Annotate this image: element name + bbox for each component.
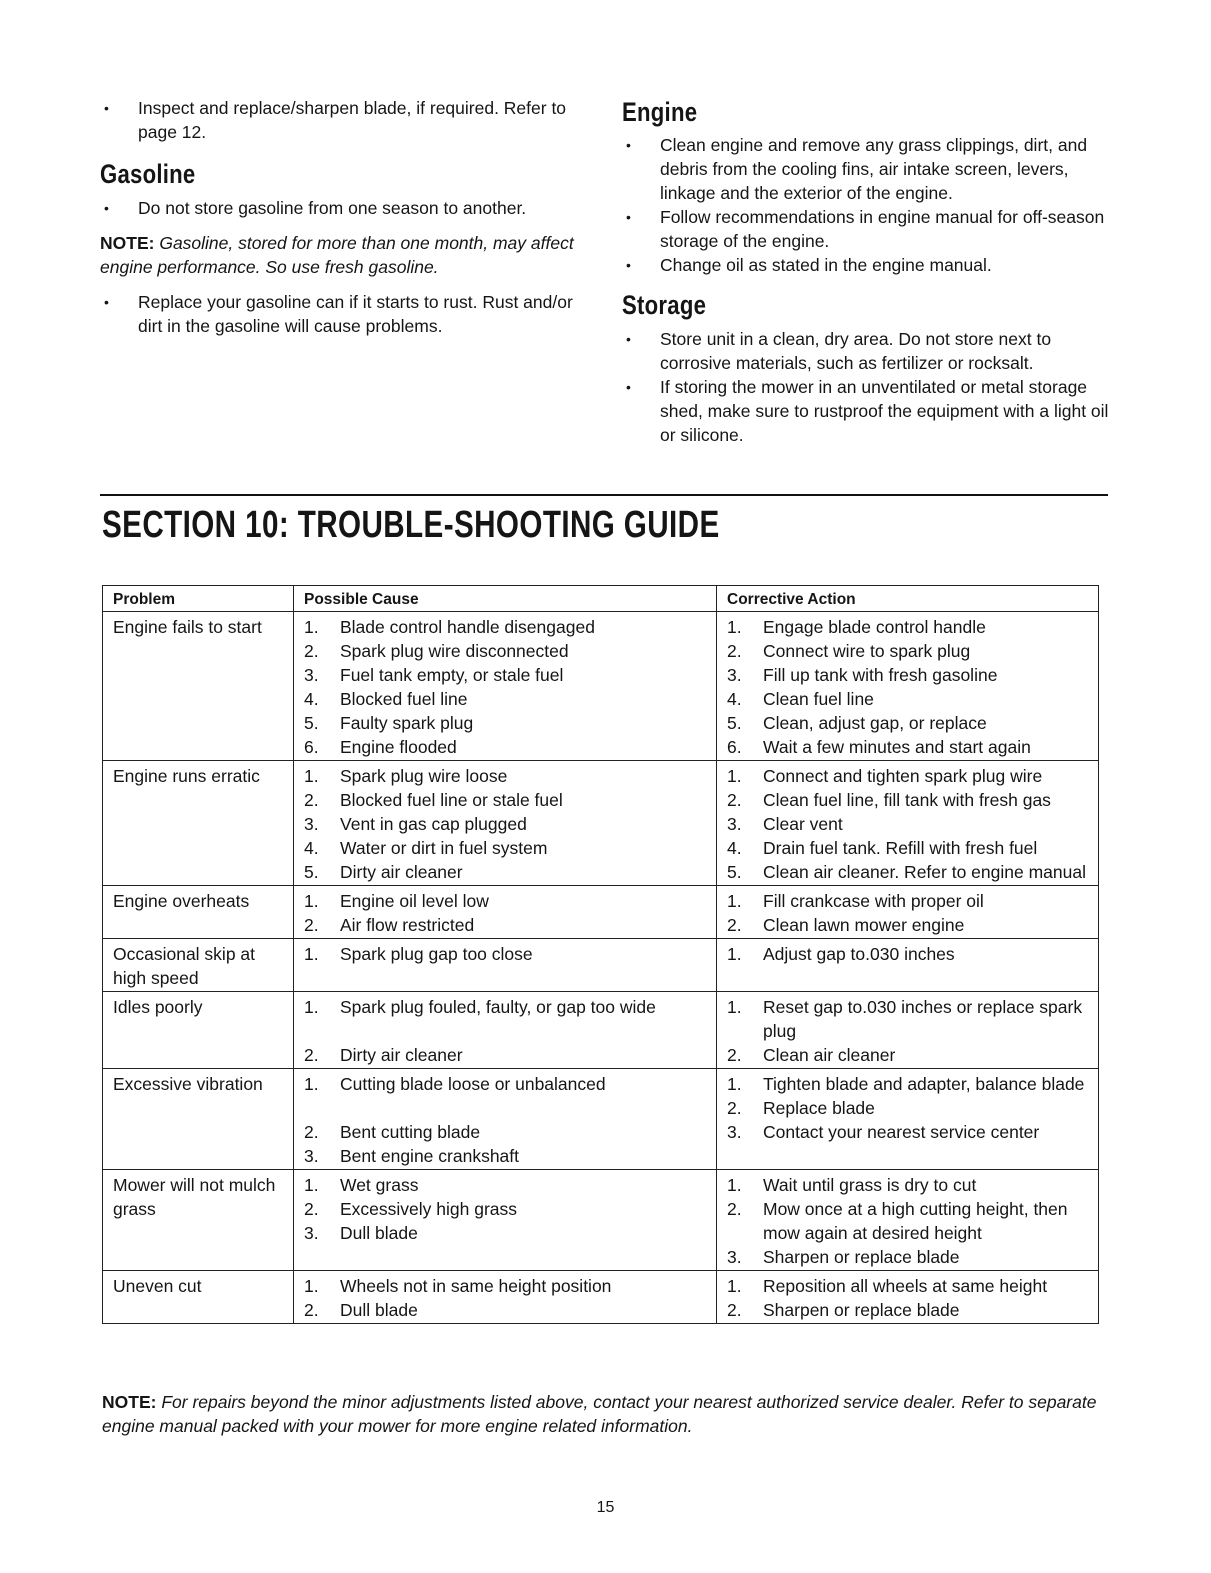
item-text: Clear vent: [763, 814, 843, 834]
header-possible-cause: Possible Cause: [294, 586, 717, 612]
item-number: 1.: [727, 891, 742, 911]
cause-item: [304, 615, 706, 639]
gasoline-bullets: [100, 196, 600, 220]
item-text: Excessively high grass: [340, 1199, 518, 1219]
problem-cell: Engine overheats: [103, 886, 294, 939]
cause-cell: [294, 1069, 717, 1170]
item-number: 2.: [304, 1122, 319, 1142]
header-corrective-action: Corrective Action: [717, 586, 1099, 612]
item-number: 2.: [304, 790, 319, 810]
item-text: Adjust gap to.030 inches: [763, 944, 955, 964]
action-cell: [717, 612, 1099, 761]
item-text: Bent engine crankshaft: [340, 1146, 520, 1166]
cause-item: [304, 913, 706, 937]
cause-item: [304, 812, 706, 836]
item-number: 1.: [727, 1074, 742, 1094]
cause-item: [304, 1221, 706, 1245]
action-item: [727, 663, 1088, 687]
item-text: Fill up tank with fresh gasoline: [763, 665, 998, 685]
engine-bullet: • Change oil as stated in the engine manual.: [622, 253, 1112, 277]
item-number: 1.: [304, 1074, 319, 1094]
cause-item: [304, 889, 706, 913]
item-text: Blade control handle disengaged: [340, 617, 595, 637]
item-text: Dirty air cleaner: [340, 1045, 463, 1065]
item-text: Dull blade: [340, 1300, 418, 1320]
item-text: Water or dirt in fuel system: [340, 838, 548, 858]
item-text: Dirty air cleaner: [340, 862, 463, 882]
item-number: 4.: [304, 689, 319, 709]
cause-item: [304, 860, 706, 884]
item-text: Spark plug wire disconnected: [340, 641, 569, 661]
item-text: Engine flooded: [340, 737, 457, 757]
problem-cell: Uneven cut: [103, 1271, 294, 1324]
item-text: Wheels not in same height position: [340, 1276, 612, 1296]
note-label: NOTE:: [100, 233, 155, 253]
section-title: SECTION 10: TROUBLE-SHOOTING GUIDE: [102, 504, 720, 546]
item-number: 2.: [727, 915, 742, 935]
cause-item: [304, 1197, 706, 1221]
cause-item: [304, 836, 706, 860]
item-text: Faulty spark plug: [340, 713, 474, 733]
table-row: [103, 1170, 1099, 1271]
item-number: 1.: [727, 1175, 742, 1195]
problem-cell: Excessive vibration: [103, 1069, 294, 1170]
item-text: Cutting blade loose or unbalanced: [340, 1074, 606, 1094]
action-item: [727, 639, 1088, 663]
item-text: Spark plug gap too close: [340, 944, 533, 964]
item-number: 1.: [727, 617, 742, 637]
action-item: [727, 995, 1088, 1043]
item-text: Connect wire to spark plug: [763, 641, 971, 661]
item-number: 3.: [727, 814, 742, 834]
left-column: [100, 96, 600, 338]
engine-bullet: • Clean engine and remove any grass clippings, dirt, and debris from the cooling fins, air intake screen, levers, linkage and the exterior of the engine.: [622, 133, 1112, 205]
action-item: [727, 687, 1088, 711]
item-number: 2.: [727, 790, 742, 810]
bullet-inspect-blade: • Inspect and replace/sharpen blade, if required. Refer to page 12.: [100, 96, 600, 144]
item-text: Wet grass: [340, 1175, 419, 1195]
cause-cell: [294, 939, 717, 992]
action-item: [727, 711, 1088, 735]
header-problem: Problem: [103, 586, 294, 612]
table-row: [103, 1271, 1099, 1324]
cause-item: [304, 1144, 706, 1168]
item-number: 2.: [304, 915, 319, 935]
item-text: Reset gap to.030 inches or replace spark plug: [763, 997, 1083, 1041]
item-number: 1.: [304, 1175, 319, 1195]
gasoline-heading: Gasoline: [100, 159, 196, 189]
cause-item: [304, 1096, 706, 1120]
problem-cell: Engine runs erratic: [103, 761, 294, 886]
right-column: [622, 96, 1112, 447]
cause-item: [304, 1173, 706, 1197]
cause-cell: [294, 886, 717, 939]
action-item: [727, 1197, 1088, 1245]
item-text: Blocked fuel line or stale fuel: [340, 790, 563, 810]
action-item: [727, 812, 1088, 836]
cause-item: [304, 687, 706, 711]
page-number: 15: [596, 1499, 615, 1516]
cause-cell: [294, 992, 717, 1069]
item-text: Replace blade: [763, 1098, 875, 1118]
item-text: Engine oil level low: [340, 891, 489, 911]
item-text: Dull blade: [340, 1223, 418, 1243]
item-number: 6.: [727, 737, 742, 757]
action-item: [727, 615, 1088, 639]
problem-cell: Idles poorly: [103, 992, 294, 1069]
item-number: 1.: [304, 1276, 319, 1296]
action-item: [727, 942, 1088, 966]
item-number: 1.: [304, 617, 319, 637]
item-text: Wait a few minutes and start again: [763, 737, 1031, 757]
troubleshooting-table: [102, 585, 1099, 1324]
bullet-no-store-gasoline: • Do not store gasoline from one season to another.: [100, 196, 600, 220]
problem-cell: Mower will not mulch grass: [103, 1170, 294, 1271]
item-number: 5.: [304, 862, 319, 882]
action-cell: [717, 1069, 1099, 1170]
item-text: Clean air cleaner. Refer to engine manual: [763, 862, 1086, 882]
action-cell: [717, 992, 1099, 1069]
item-number: 2.: [304, 1300, 319, 1320]
item-text: Blocked fuel line: [340, 689, 468, 709]
cause-item: [304, 764, 706, 788]
item-number: 3.: [304, 665, 319, 685]
engine-heading: Engine: [622, 97, 698, 127]
item-number: 2.: [727, 641, 742, 661]
section-divider: [100, 494, 1108, 496]
cause-cell: [294, 612, 717, 761]
item-number: 4.: [727, 838, 742, 858]
action-item: [727, 1274, 1088, 1298]
cause-cell: [294, 1170, 717, 1271]
item-text: Air flow restricted: [340, 915, 475, 935]
cause-item: [304, 711, 706, 735]
table-row: [103, 1069, 1099, 1170]
item-text: Drain fuel tank. Refill with fresh fuel: [763, 838, 1038, 858]
item-text: Clean fuel line: [763, 689, 874, 709]
item-text: Spark plug wire loose: [340, 766, 508, 786]
table-row: [103, 886, 1099, 939]
table-row: [103, 939, 1099, 992]
item-text: Contact your nearest service center: [763, 1122, 1040, 1142]
cause-item: [304, 1274, 706, 1298]
item-number: 1.: [727, 766, 742, 786]
item-text: Engage blade control handle: [763, 617, 986, 637]
storage-bullets: [622, 327, 1112, 447]
action-item: [727, 1096, 1088, 1120]
item-number: 3.: [304, 1146, 319, 1166]
item-number: 2.: [304, 1045, 319, 1065]
item-number: 2.: [727, 1045, 742, 1065]
item-number: 2.: [727, 1199, 742, 1219]
item-text: Clean air cleaner: [763, 1045, 896, 1065]
action-item: [727, 836, 1088, 860]
item-text: Sharpen or replace blade: [763, 1247, 960, 1267]
item-number: 3.: [304, 1223, 319, 1243]
cause-item: [304, 663, 706, 687]
engine-bullet: • Follow recommendations in engine manual for off-season storage of the engine.: [622, 205, 1112, 253]
cause-item: [304, 788, 706, 812]
item-number: 6.: [304, 737, 319, 757]
item-text: Clean lawn mower engine: [763, 915, 965, 935]
table-row: [103, 612, 1099, 761]
bullet-replace-can: • Replace your gasoline can if it starts to rust. Rust and/or dirt in the gasoline will cause problems.: [100, 290, 600, 338]
cause-item: [304, 1019, 706, 1043]
cause-item: [304, 942, 706, 966]
item-number: 5.: [304, 713, 319, 733]
item-number: 3.: [727, 1122, 742, 1142]
cause-cell: [294, 761, 717, 886]
action-cell: [717, 886, 1099, 939]
storage-heading: Storage: [622, 290, 707, 320]
cause-item: [304, 1043, 706, 1067]
action-item: [727, 913, 1088, 937]
table-header-row: [103, 586, 1099, 612]
item-number: 5.: [727, 862, 742, 882]
bottom-note-text: For repairs beyond the minor adjustments listed above, contact your nearest authorized service dealer. Refer to separate engine manual packed with your mower for more engine related information.: [102, 1392, 1097, 1436]
action-item: [727, 1072, 1088, 1096]
action-cell: [717, 1170, 1099, 1271]
cause-item: [304, 995, 706, 1019]
cause-item: [304, 1298, 706, 1322]
item-number: 2.: [304, 641, 319, 661]
item-number: 3.: [304, 814, 319, 834]
item-text: Reposition all wheels at same height: [763, 1276, 1048, 1296]
action-item: [727, 1298, 1088, 1322]
bottom-note-label: NOTE:: [102, 1392, 157, 1412]
action-item: [727, 889, 1088, 913]
note-text: Gasoline, stored for more than one month, may affect engine performance. So use fresh gasoline.: [100, 233, 574, 277]
problem-cell: Occasional skip at high speed: [103, 939, 294, 992]
item-number: 1.: [727, 1276, 742, 1296]
cause-item: [304, 1120, 706, 1144]
item-text: Bent cutting blade: [340, 1122, 481, 1142]
item-number: 3.: [727, 665, 742, 685]
item-text: Spark plug fouled, faulty, or gap too wide: [340, 997, 656, 1017]
item-text: Vent in gas cap plugged: [340, 814, 527, 834]
action-item: [727, 1245, 1088, 1269]
item-number: 4.: [304, 838, 319, 858]
item-text: Wait until grass is dry to cut: [763, 1175, 977, 1195]
table-body: [103, 612, 1099, 1324]
action-item: [727, 1173, 1088, 1197]
bottom-note: [102, 1390, 1112, 1438]
cause-item: [304, 735, 706, 759]
item-text: Mow once at a high cutting height, then mow again at desired height: [763, 1199, 1068, 1243]
cause-cell: [294, 1271, 717, 1324]
gasoline-note: [100, 231, 600, 279]
item-text: Clean, adjust gap, or replace: [763, 713, 987, 733]
engine-bullets: [622, 133, 1112, 277]
item-text: Connect and tighten spark plug wire: [763, 766, 1043, 786]
item-text: Fuel tank empty, or stale fuel: [340, 665, 564, 685]
action-item: [727, 1120, 1088, 1144]
item-number: 1.: [304, 766, 319, 786]
item-number: 1.: [304, 944, 319, 964]
item-number: 1.: [727, 997, 742, 1017]
item-text: Fill crankcase with proper oil: [763, 891, 984, 911]
item-number: 1.: [304, 997, 319, 1017]
cause-item: [304, 639, 706, 663]
item-text: Tighten blade and adapter, balance blade: [763, 1074, 1085, 1094]
item-number: 1.: [727, 944, 742, 964]
action-item: [727, 1043, 1088, 1067]
storage-bullet: • Store unit in a clean, dry area. Do not store next to corrosive materials, such as fertilizer or rocksalt.: [622, 327, 1112, 375]
item-number: 5.: [727, 713, 742, 733]
gasoline-bullets-2: [100, 290, 600, 338]
action-cell: [717, 939, 1099, 992]
item-number: 2.: [727, 1300, 742, 1320]
item-number: 2.: [304, 1199, 319, 1219]
action-cell: [717, 761, 1099, 886]
table-row: [103, 761, 1099, 886]
item-number: 4.: [727, 689, 742, 709]
item-text: Clean fuel line, fill tank with fresh gas: [763, 790, 1051, 810]
cause-item: [304, 1072, 706, 1096]
table-row: [103, 992, 1099, 1069]
action-item: [727, 788, 1088, 812]
action-item: [727, 764, 1088, 788]
item-number: 1.: [304, 891, 319, 911]
item-number: 3.: [727, 1247, 742, 1267]
problem-cell: Engine fails to start: [103, 612, 294, 761]
action-item: [727, 860, 1088, 884]
storage-bullet: • If storing the mower in an unventilated or metal storage shed, make sure to rustproof the equipment with a light oil or silicone.: [622, 375, 1112, 447]
top-bullet-list: [100, 96, 600, 144]
item-number: 2.: [727, 1098, 742, 1118]
action-cell: [717, 1271, 1099, 1324]
action-item: [727, 735, 1088, 759]
item-text: Sharpen or replace blade: [763, 1300, 960, 1320]
